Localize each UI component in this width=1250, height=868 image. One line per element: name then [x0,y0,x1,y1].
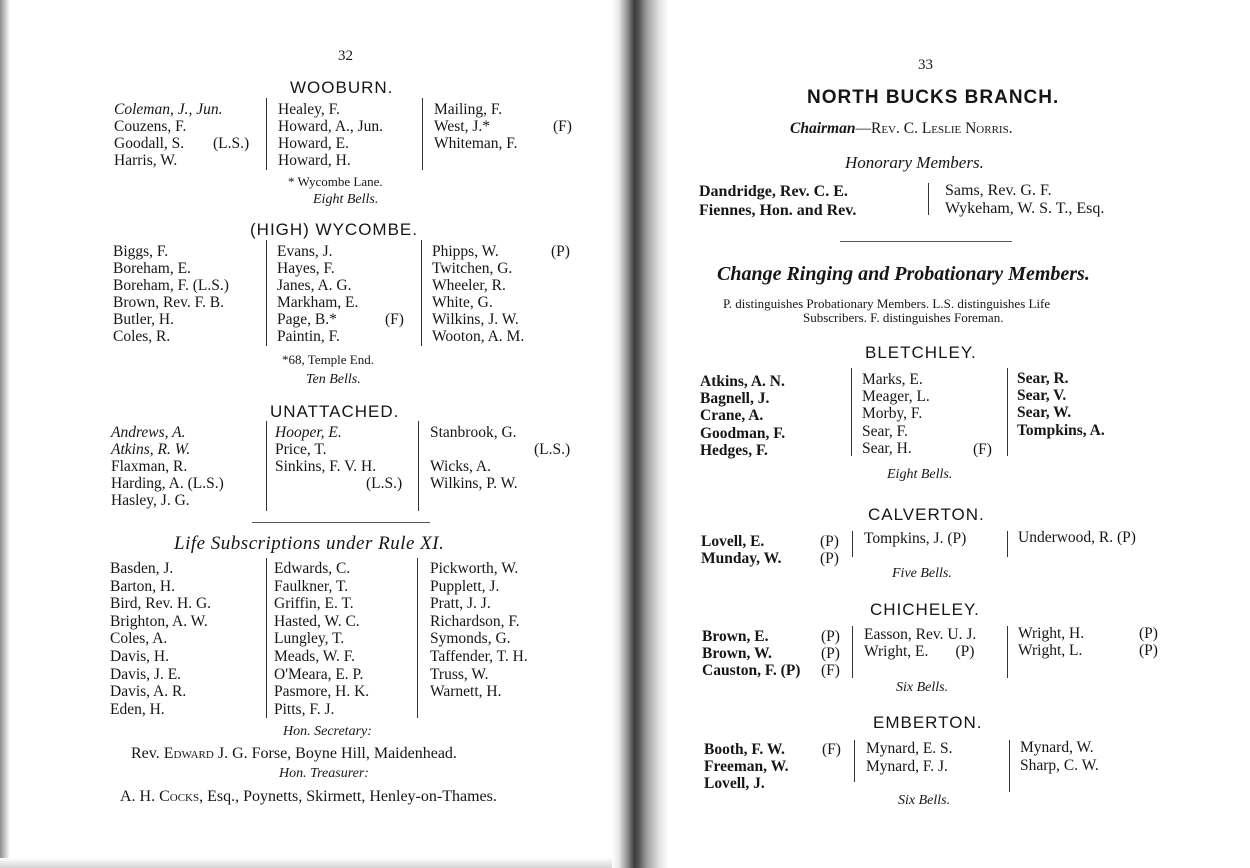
member-name: Wheeler, R. [432,277,506,294]
member-name: Tompkins, J. (P) [864,530,967,547]
member-name: Davis, A. R. [110,683,187,701]
member-name: Sear, R. [1017,370,1069,387]
honorary-heading: Honorary Members. [845,153,984,172]
member-name: Sinkins, F. V. H. [275,458,377,475]
member-name: Pratt, J. J. [430,595,491,613]
member-name: Lungley, T. [274,630,345,648]
member-name: Wooton, A. M. [432,328,525,345]
member-name: Sear, V. [1017,387,1067,405]
member-name: Brighton, A. W. [110,612,208,630]
member-suffix: (P) [821,628,840,645]
member-name: Freeman, W. [704,758,789,775]
bells-note: Five Bells. [892,566,952,581]
member-name: Healey, F. [278,101,340,118]
chairman-label: Chairman [790,120,856,137]
member-name: Boreham, E. [113,260,191,277]
member-name: Meads, W. F. [274,648,356,665]
member-suffix: (P) [821,645,840,662]
secretary-label: Hon. Secretary: [283,724,372,739]
column-divider [1007,626,1008,678]
change-ringing-heading: Change Ringing and Probationary Members. [717,263,1090,285]
member-name: O'Meara, E. P. [274,665,364,683]
member-name: Couzens, F. [114,118,187,135]
section-rule [840,241,1012,242]
member-name: Wykeham, W. S. T., Esq. [945,200,1105,217]
member-name: Sear, F. [862,422,908,440]
member-name: Sams, Rev. G. F. [945,182,1052,199]
section-heading-bletchley: BLETCHLEY. [865,343,977,362]
member-name: Brown, W. [702,645,772,662]
member-name: Coleman, J., Jun. [114,101,223,118]
member-suffix: (L.S.) [534,441,571,458]
column-divider [418,421,419,511]
member-name: Easson, Rev. U. J. [864,626,977,643]
member-name: Faulkner, T. [274,577,349,595]
page-number-right: 33 [918,57,933,73]
member-name: Lovell, E. [701,533,765,550]
member-name: Underwood, R. (P) [1018,529,1136,546]
member-name: Richardson, F. [430,612,520,630]
column-divider [851,368,852,456]
member-name: Atkins, A. N. [700,373,785,390]
member-name: Barton, H. [110,577,176,595]
member-name: Fiennes, Hon. and Rev. [699,202,857,219]
member-name: Symonds, G. [430,630,511,648]
secretary-rev: Rev. [131,745,160,762]
member-name: Tompkins, A. [1017,421,1105,439]
member-name: Morby, F. [862,405,923,423]
member-name: Price, T. [275,441,327,458]
bells-note: Six Bells. [896,680,949,695]
member-name: Howard, E. [278,135,350,152]
member-name: Andrews, A. [111,424,186,441]
bells-note: Eight Bells. [313,192,379,207]
member-name: Goodman, F. [700,424,786,442]
member-name: Harris, W. [114,152,178,169]
member-suffix: (P) [551,243,570,260]
member-name: Goodall, S. [114,135,185,152]
member-name: Causton, F. (P) [702,662,801,679]
member-suffix: (P) [1139,642,1158,659]
section-rule [252,522,430,523]
member-suffix: (F) [973,441,992,458]
member-name: Brown, Rev. F. B. [113,294,224,311]
member-name: Page, B.* [277,311,337,328]
member-name: Pitts, F. J. [274,700,335,718]
member-name: Wilkins, P. W. [430,475,518,492]
member-name: Hasley, J. G. [111,492,190,509]
member-name: Mailing, F. [434,101,503,118]
book-gutter [612,0,668,868]
treasurer-label: Hon. Treasurer: [279,766,369,781]
member-name: Davis, J. E. [110,665,182,683]
member-name: Bird, Rev. H. G. [110,595,212,613]
column-divider [421,240,422,346]
member-name: Sear, W. [1017,404,1072,422]
treasurer-initials: A. H. [120,788,156,805]
branch-title: NORTH BUCKS BRANCH. [807,87,1060,108]
legend-line-1: P. distinguishes Probationary Members. L.S. distinguishes Life [723,296,1051,311]
member-name: Howard, A., Jun. [278,118,384,135]
column-divider [422,98,423,170]
section-heading-emberton: EMBERTON. [873,713,983,732]
member-name: Pasmore, H. K. [274,683,370,701]
secretary-name: Edward [163,745,214,762]
member-name: Stanbrook, G. [430,424,517,441]
legend-line-2: Subscribers. F. distinguishes Foreman. [803,310,1004,325]
member-name: Brown, E. [702,628,769,645]
member-name: Sear, H. [862,439,912,457]
member-name: Eden, H. [110,700,165,718]
bells-note: Eight Bells. [887,467,953,482]
member-name: Dandridge, Rev. C. E. [699,183,848,200]
member-name: Hedges, F. [700,441,768,459]
member-suffix: (F) [385,311,404,328]
column-divider [928,183,929,215]
member-name: Wicks, A. [430,458,491,475]
member-name: Wilkins, J. W. [432,311,519,328]
section-heading-life-subscriptions: Life Subscriptions under Rule XI. [174,533,445,554]
member-name: White, G. [432,294,493,311]
member-name: Flaxman, R. [111,458,188,475]
column-divider [854,740,855,782]
member-name: Boreham, F. (L.S.) [113,277,229,294]
treasurer-name: Cocks [159,788,200,805]
column-divider [852,531,853,557]
member-name: Evans, J. [277,243,333,260]
member-name: Booth, F. W. [704,741,785,758]
member-name: Janes, A. G. [277,277,352,294]
member-name: Taffender, T. H. [430,648,528,665]
member-suffix: (L.S.) [366,475,403,492]
footnote: * Wycombe Lane. [288,174,383,189]
member-name: Whiteman, F. [434,135,518,152]
member-name: Mynard, F. J. [866,758,948,775]
secretary-line [131,745,457,762]
treasurer-rest: , Esq., Poynetts, Skirmett, Henley-on-Thames. [199,788,497,805]
member-name: Truss, W. [430,665,489,683]
secretary-rest: J. G. Forse, Boyne Hill, Maidenhead. [217,745,457,762]
member-name: Phipps, W. [432,243,499,260]
member-name: Hayes, F. [277,260,335,277]
member-name: Harding, A. (L.S.) [111,475,224,492]
page-number-left: 32 [338,48,353,64]
member-name: Sharp, C. W. [1020,757,1099,774]
member-name: Pickworth, W. [430,560,519,577]
member-name: Meager, L. [862,388,930,406]
member-name: Crane, A. [700,407,764,425]
member-name: Howard, H. [278,152,351,169]
member-name: Paintin, F. [277,328,340,345]
member-name: Coles, R. [113,328,171,345]
page-edge-shadow [0,0,10,868]
member-name: Davis, H. [110,648,169,665]
column-divider [1007,531,1008,557]
member-name: Mynard, E. S. [866,740,953,757]
chairman-text: —Rev. C. Leslie Norris. [855,120,1013,137]
section-heading-wycombe: (HIGH) WYCOMBE. [250,220,418,239]
footnote: *68, Temple End. [282,352,375,367]
member-name: Coles, A. [110,630,168,648]
member-suffix: (F) [821,662,840,679]
member-name: Mynard, W. [1020,739,1094,756]
page-edge-bottom [0,858,612,868]
member-name: Munday, W. [701,550,782,567]
member-name: Hasted, W. C. [274,612,360,630]
member-name: Bagnell, J. [700,390,770,408]
member-name: Wright, E. (P) [864,643,975,660]
member-name: Wright, L. [1018,642,1083,659]
member-suffix: (L.S.) [213,135,250,152]
column-divider [1009,740,1010,792]
member-name: Atkins, R. W. [111,441,191,458]
column-divider [852,626,853,678]
member-name: Markham, E. [277,294,359,311]
chairman-line [790,120,1013,137]
member-name: Warnett, H. [430,683,502,701]
bells-note: Ten Bells. [306,372,361,387]
member-suffix: (P) [820,550,839,567]
section-heading-unattached: UNATTACHED. [270,402,400,421]
section-heading-calverton: CALVERTON. [868,505,985,524]
member-name: Basden, J. [110,560,174,577]
column-divider [266,421,267,511]
member-name: West, J.* [434,118,491,135]
column-divider [266,98,267,170]
section-heading-wooburn: WOOBURN. [290,78,394,97]
member-name: Lovell, J. [704,775,765,792]
member-name: Wright, H. [1018,625,1085,642]
member-name: Biggs, F. [113,243,169,260]
section-heading-chicheley: CHICHELEY. [870,600,980,619]
member-name: Marks, E. [862,371,923,388]
column-divider [1007,368,1008,456]
member-suffix: (F) [822,741,841,758]
column-divider [266,558,267,718]
treasurer-line [120,788,497,805]
member-name: Griffin, E. T. [274,595,354,613]
member-name: Pupplett, J. [430,577,500,595]
member-suffix: (P) [820,533,839,550]
member-suffix: (P) [1139,625,1158,642]
member-name: Hooper, E. [275,424,342,441]
column-divider [266,240,267,346]
member-name: Edwards, C. [274,560,351,577]
member-name: Butler, H. [113,311,174,328]
bells-note: Six Bells. [898,793,951,808]
member-name: Twitchen, G. [432,260,513,277]
member-suffix: (F) [553,118,572,135]
column-divider [417,558,418,718]
